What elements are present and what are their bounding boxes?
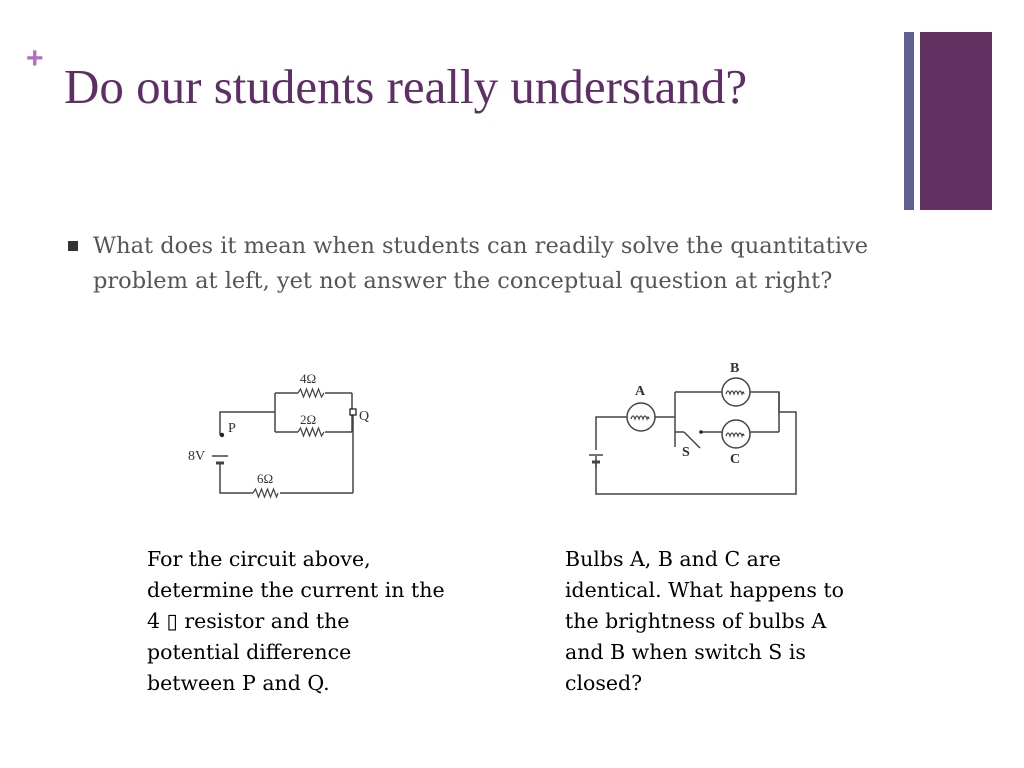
switch-contact: [699, 430, 703, 434]
bullet-text: What does it mean when students can readily solve the quantitative problem at left, yet not answer the conceptual question at right?: [93, 233, 869, 294]
label-point-p: P: [228, 421, 236, 436]
left-caption-line: 4 ▯ resistor and the: [147, 609, 350, 633]
bullet-square-icon: [68, 241, 78, 251]
bulb-b-icon: [722, 378, 750, 406]
right-caption-line: and B when switch S is: [565, 640, 806, 664]
label-bulb-b: B: [730, 361, 740, 376]
right-caption-line: the brightness of bulbs A: [565, 609, 827, 633]
plus-icon: +: [26, 42, 44, 75]
label-battery-voltage: 8V: [188, 449, 206, 464]
bulb-c-icon: [722, 420, 750, 448]
label-bulb-a: A: [635, 384, 646, 399]
label-bulb-c: C: [730, 452, 741, 467]
right-caption-line: closed?: [565, 671, 643, 695]
bulb-a-icon: [627, 403, 655, 431]
left-caption-line: between P and Q.: [147, 671, 330, 695]
left-caption-line: For the circuit above,: [147, 547, 371, 571]
accent-bar-thick: [920, 32, 992, 210]
point-p-dot: [220, 433, 224, 437]
right-caption: [565, 544, 925, 699]
label-2-ohm: 2Ω: [300, 412, 317, 427]
accent-bar-thin: [904, 32, 914, 210]
left-circuit-diagram: [180, 368, 400, 503]
right-caption-line: Bulbs A, B and C are: [565, 547, 781, 571]
left-caption: [147, 544, 507, 699]
right-caption-line: identical. What happens to: [565, 578, 844, 602]
label-switch-s: S: [682, 445, 690, 460]
label-point-q: Q: [359, 409, 370, 424]
point-q-terminal: [350, 409, 356, 415]
left-caption-line: potential difference: [147, 640, 352, 664]
left-caption-line: determine the current in the: [147, 578, 445, 602]
right-circuit-diagram: [584, 352, 824, 502]
slide-title: Do our students really understand?: [64, 59, 748, 114]
label-4-ohm: 4Ω: [300, 371, 317, 386]
label-6-ohm: 6Ω: [257, 471, 274, 486]
